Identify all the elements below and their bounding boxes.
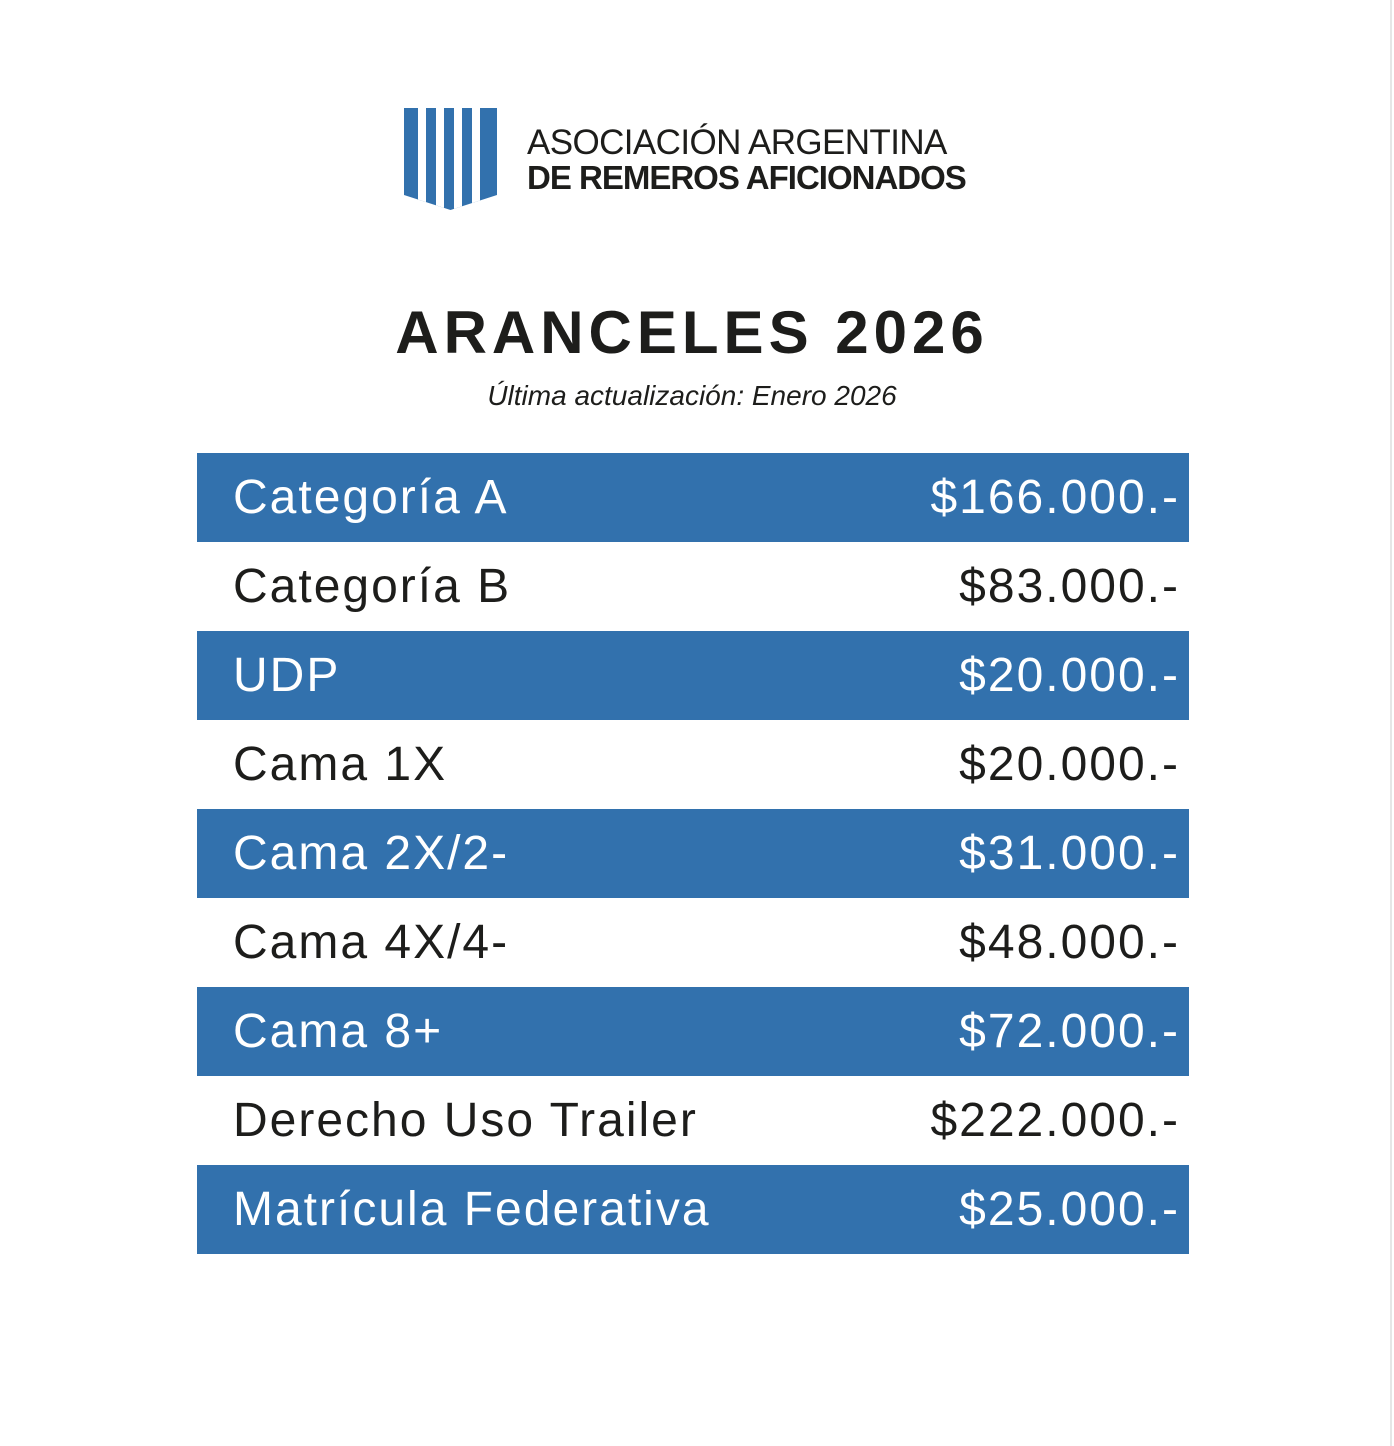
association-logo [404, 108, 966, 210]
fee-row [197, 898, 1189, 987]
striped-shield-icon [404, 108, 497, 210]
fee-price: $20.000.- [959, 738, 1180, 791]
fee-row [197, 1165, 1189, 1254]
fee-price: $222.000.- [930, 1094, 1180, 1147]
fee-table [197, 453, 1189, 1254]
fee-label: Cama 2X/2- [233, 827, 510, 880]
fee-label: Cama 1X [233, 738, 448, 791]
logo-line-2: DE REMEROS AFICIONADOS [527, 158, 966, 196]
fee-label: Cama 4X/4- [233, 916, 510, 969]
fee-row [197, 987, 1189, 1076]
logo-wordmark [527, 122, 966, 196]
fee-price: $20.000.- [959, 649, 1180, 702]
fee-label: UDP [233, 649, 341, 702]
fee-row [197, 453, 1189, 542]
last-updated-note: Última actualización: Enero 2026 [487, 380, 897, 411]
fee-price: $25.000.- [959, 1183, 1180, 1236]
logo-line-1: ASOCIACIÓN ARGENTINA [527, 122, 947, 162]
fee-label: Categoría A [233, 471, 509, 524]
page-edge-line [1390, 0, 1392, 1446]
fee-label: Matrícula Federativa [233, 1183, 711, 1236]
fee-label: Derecho Uso Trailer [233, 1094, 698, 1147]
fee-label: Cama 8+ [233, 1005, 444, 1058]
fee-row [197, 1076, 1189, 1165]
fee-row [197, 720, 1189, 809]
fee-price: $48.000.- [959, 916, 1180, 969]
fee-label: Categoría B [233, 560, 512, 613]
fee-price: $72.000.- [959, 1005, 1180, 1058]
fee-price: $31.000.- [959, 827, 1180, 880]
fee-row [197, 631, 1189, 720]
fee-row [197, 809, 1189, 898]
fee-row [197, 542, 1189, 631]
fee-price: $166.000.- [930, 471, 1180, 524]
fee-price: $83.000.- [959, 560, 1180, 613]
page-title: ARANCELES 2026 [395, 299, 989, 366]
